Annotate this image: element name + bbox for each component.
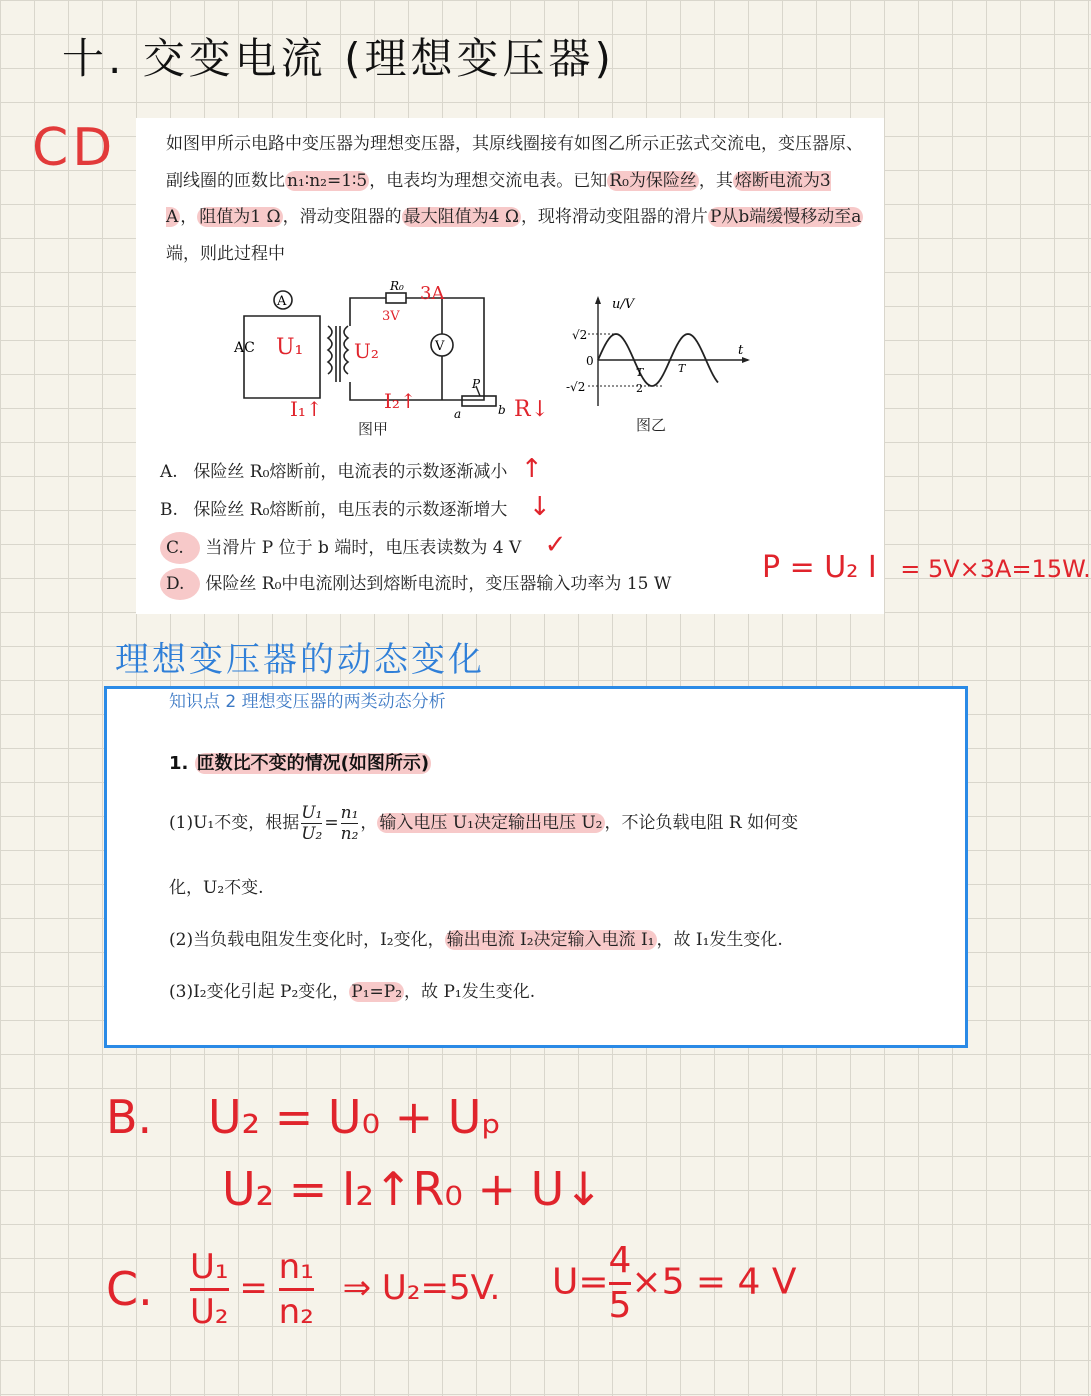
highlighted-phrase: n₁∶n₂=1∶5: [287, 170, 368, 191]
ac-label: AC: [234, 340, 255, 356]
fig-a-caption: 图甲: [358, 420, 389, 438]
primary-coil: [328, 326, 332, 374]
knowledge-box: [104, 686, 968, 1048]
note-c-result: U= $\frac{4}{5}$ ×5 = 4 V: [552, 1240, 797, 1326]
b-label: b: [498, 403, 506, 417]
knowledge-point: 知识点 2 理想变压器的两类动态分析: [169, 692, 446, 712]
ammeter-label: A: [277, 294, 287, 309]
y-axis-label: u/V: [612, 297, 635, 312]
u2-note: U₂: [354, 339, 379, 363]
rheostat: [462, 396, 496, 406]
i2-note: I₂↑: [384, 389, 417, 413]
zero-label: 0: [586, 354, 594, 368]
arrow-down-note: ↓: [528, 492, 551, 522]
question-text: ，: [180, 207, 198, 227]
half-period-label: T: [636, 366, 644, 379]
highlighted-phrase: P从b端缓慢移动至a: [709, 207, 862, 227]
question-text: ，现将滑动变阻器的滑片: [520, 207, 708, 227]
note-b-line-1: U₂ = U₀ + Uₚ: [208, 1090, 502, 1144]
option-a: A. 保险丝 R₀熔断前，电流表的示数逐渐减小 ↑: [160, 454, 543, 484]
three-a-note: 3A: [420, 282, 445, 304]
power-note: P = U₂ I = 5V×3A=15W.: [762, 550, 1091, 585]
question-text: ，其: [698, 170, 733, 191]
option-c: C. 当滑片 P 位于 b 端时，电压表读数为 4 V ✓: [160, 530, 566, 564]
fig-b-caption: 图乙: [636, 416, 667, 434]
arrow-up-note: ↑: [520, 454, 543, 484]
period-label: T: [678, 362, 686, 375]
heading-paren: (理想变压器): [344, 34, 615, 83]
u1-note: U₁: [276, 335, 304, 360]
sine-graph: [566, 294, 752, 414]
r0-label: R₀: [390, 279, 404, 293]
y-max-label: √2: [572, 328, 588, 342]
x-axis-label: t: [738, 343, 744, 358]
highlighted-phrase: 熔断电流为3 A: [166, 170, 831, 227]
knowledge-line-1: (1)U₁不变，根据 $\frac{\text{U₁}}{\text{U₂}}$ = $\frac{\text{n₁}}{\text{n₂}}$ ， 输入电压 U₁决定输出电压 U₂ ，不论负载电阻 R 如何变: [169, 803, 799, 844]
y-min-label: -√2: [566, 380, 586, 394]
question-text: 端，则此过程中: [166, 243, 285, 264]
knowledge-heading: 1. 匝数比不变的情况(如图所示): [169, 753, 430, 774]
knowledge-line-1-cont: 化，U₂不变.: [169, 878, 264, 898]
section-title: 理想变压器的动态变化: [115, 640, 485, 680]
question-text: ，电表均为理想交流电表。已知: [369, 170, 608, 191]
fuse-r0: [386, 293, 406, 303]
highlighted-phrase: 阻值为1 Ω: [199, 207, 281, 227]
highlighted-phrase: 最大阻值为4 Ω: [403, 207, 519, 227]
secondary-coil: [344, 326, 348, 374]
three-v-note: 3V: [382, 309, 400, 324]
heading-text: 交变电流: [142, 34, 327, 83]
voltmeter-label: V: [435, 339, 445, 354]
note-c-ratio: $\frac{\text{U₁}}{\text{U₂}}$ = $\frac{\text{n₁}}{\text{n₂}}$ ⇒ U₂=5V.: [190, 1247, 501, 1332]
half-period-den: 2: [636, 382, 643, 395]
a-label: a: [454, 407, 462, 421]
answer-mark: CD: [32, 118, 117, 178]
page-heading: [62, 26, 615, 86]
circuit-diagram: [220, 279, 570, 436]
highlighted-phrase: R₀为保险丝: [609, 170, 697, 191]
question-paragraph: [166, 126, 866, 272]
question-card: [136, 118, 884, 614]
note-b-line-2: U₂ = I₂↑R₀ + U↓: [222, 1162, 603, 1216]
i1-note: I₁↑: [290, 397, 323, 421]
question-text: 如图甲所示电路中变压器为理想变压器，其原线圈接有如图乙所示正弦式交流电，变压器原、副线圈的匝数比: [166, 134, 863, 191]
check-note: ✓: [544, 530, 567, 560]
option-b: B. 保险丝 R₀熔断前，电压表的示数逐渐增大 ↓: [160, 492, 551, 522]
p-label: P: [472, 377, 481, 391]
heading-number: 十.: [62, 34, 126, 83]
question-text: ，滑动变阻器的: [282, 207, 402, 227]
knowledge-line-3: (3)I₂变化引起 P₂变化， P₁=P₂ ，故 P₁发生变化.: [169, 982, 536, 1002]
note-b-label: B.: [106, 1090, 153, 1144]
note-c-label: C.: [106, 1262, 153, 1316]
knowledge-line-2: (2)当负载电阻发生变化时，I₂变化， 输出电流 I₂决定输入电流 I₁ ，故 I₁发生变化.: [169, 930, 783, 950]
r-down-note: R↓: [514, 397, 549, 422]
option-d: D. 保险丝 R₀中电流刚达到熔断电流时，变压器输入功率为 15 W: [160, 568, 671, 600]
